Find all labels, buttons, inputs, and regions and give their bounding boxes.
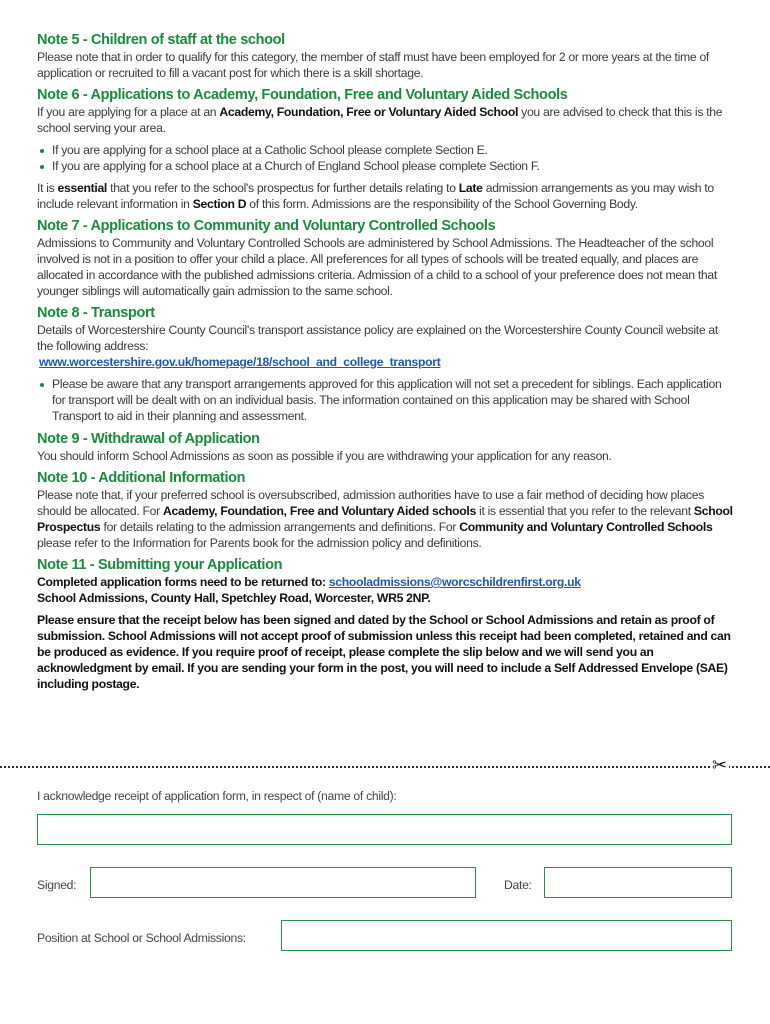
paragraph	[37, 448, 737, 464]
note-heading: Note 8 - Transport	[37, 305, 155, 321]
link-line	[37, 354, 737, 370]
bold-text: Academy, Foundation, Free or Voluntary Aided School	[219, 105, 519, 119]
text: Please note that, if your preferred school is oversubscribed, admission authorities have to use a fair method of deciding how places should be allocated. For	[37, 488, 704, 518]
note-section	[37, 86, 737, 212]
bold-text: Community and Voluntary Controlled Schools	[459, 520, 713, 534]
text: please refer to the Information for Parents book for the admission policy and definitions.	[37, 536, 482, 550]
text: it is essential that you refer to the relevant	[475, 504, 694, 518]
bold-text: Academy, Foundation, Free and Voluntary Aided schools	[162, 504, 476, 518]
note-section	[37, 304, 737, 424]
text: for details relating to the admission arrangements and definitions. For	[100, 520, 460, 534]
acknowledge-label: I acknowledge receipt of application form, in respect of (name of child):	[37, 789, 397, 803]
date-label: Date:	[504, 878, 532, 892]
transport-link[interactable]: www.worcestershire.gov.uk/homepage/18/school_and_college_transport	[39, 355, 441, 369]
text: that you refer to the school's prospectus for further details relating to	[107, 181, 459, 195]
bullet-list	[37, 142, 737, 174]
position-field[interactable]	[281, 920, 732, 951]
note-section	[37, 556, 737, 692]
paragraph	[37, 322, 737, 354]
signed-label: Signed:	[37, 878, 77, 892]
paragraph	[37, 612, 737, 692]
paragraph	[37, 104, 737, 136]
cut-line	[0, 755, 770, 775]
child-name-field[interactable]	[37, 814, 732, 845]
signed-field[interactable]	[90, 867, 476, 898]
scissors-icon: ✂	[712, 755, 728, 775]
note-heading: Note 5 - Children of staff at the school	[37, 32, 285, 48]
text: Please note that in order to qualify for this category, the member of staff must have been employed for 2 or more years at the time of application or recruited to fill a vacant post for which there is a skill shortage.	[37, 50, 710, 80]
list-item: Please be aware that any transport arrangements approved for this application will not set a precedent for siblings. Each application for transport will be dealt with on an individual basis. The information contained on this application may be shared with School Transport to aid in their planning and assessment.	[37, 376, 737, 424]
dotted-divider	[0, 766, 770, 768]
note-heading: Note 7 - Applications to Community and Voluntary Controlled Schools	[37, 218, 496, 234]
paragraph	[37, 487, 737, 551]
note-section	[37, 31, 737, 81]
paragraph	[37, 235, 737, 299]
list-item: If you are applying for a school place at a Catholic School please complete Section E.	[37, 142, 737, 158]
text: It is	[37, 181, 58, 195]
position-label: Position at School or School Admissions:	[37, 931, 246, 945]
text: you are advised to check that this is the school serving your area.	[37, 105, 723, 135]
text: Details of Worcestershire County Council's transport assistance policy are explained on the Worcestershire County Council website at the following address:	[37, 323, 718, 353]
note-section	[37, 430, 737, 464]
paragraph	[37, 590, 737, 606]
date-field[interactable]	[544, 867, 732, 898]
text: of this form. Admissions are the responsibility of the School Governing Body.	[246, 197, 638, 211]
note-section	[37, 217, 737, 299]
text: If you are applying for a place at an	[37, 105, 220, 119]
bold-text: Completed application forms need to be returned to:	[37, 575, 329, 589]
note-heading: Note 10 - Additional Information	[37, 470, 246, 486]
paragraph	[37, 180, 737, 212]
paragraph	[37, 49, 737, 81]
notes-section	[37, 31, 737, 697]
bold-text: essential	[57, 181, 108, 195]
bold-text: School Prospectus	[37, 504, 733, 534]
note-heading: Note 6 - Applications to Academy, Foundation, Free and Voluntary Aided Schools	[37, 87, 568, 103]
bold-text: Late	[458, 181, 483, 195]
list-item: If you are applying for a school place at a Church of England School please complete Section F.	[37, 158, 737, 174]
note-heading: Note 11 - Submitting your Application	[37, 557, 283, 573]
text: Admissions to Community and Voluntary Controlled Schools are administered by School Admissions. The Headteacher of the school involved is not in a position to offer your child a place. All preferences for all types of schools will be treated equally, and places are allocated in accordance with the published admissions criteria. Admission of a child to a school of your preference does not mean that younger siblings will automatically gain admission to the same school.	[37, 236, 717, 298]
text: admission arrangements as you may wish to include relevant information in	[37, 181, 714, 211]
bold-text: School Admissions, County Hall, Spetchley Road, Worcester, WR5 2NP.	[37, 591, 431, 605]
email-link[interactable]: schooladmissions@worcschildrenfirst.org.uk	[328, 575, 581, 589]
bullet-list	[37, 376, 737, 424]
text: You should inform School Admissions as soon as possible if you are withdrawing your application for any reason.	[37, 449, 612, 463]
bold-text: Section D	[192, 197, 247, 211]
note-section	[37, 469, 737, 551]
note-heading: Note 9 - Withdrawal of Application	[37, 431, 260, 447]
bold-text: Please ensure that the receipt below has been signed and dated by the School or School Admissions and retain as proof of submission. School Admissions will not accept proof of submission unless this receipt had been completed, retained and can be produced as evidence. If you require proof of receipt, please complete the slip below and we will send you an acknowledgment by email. If you are sending your form in the post, you will need to include a Self Addressed Envelope (SAE) including postage.	[37, 613, 731, 691]
paragraph	[37, 574, 737, 590]
